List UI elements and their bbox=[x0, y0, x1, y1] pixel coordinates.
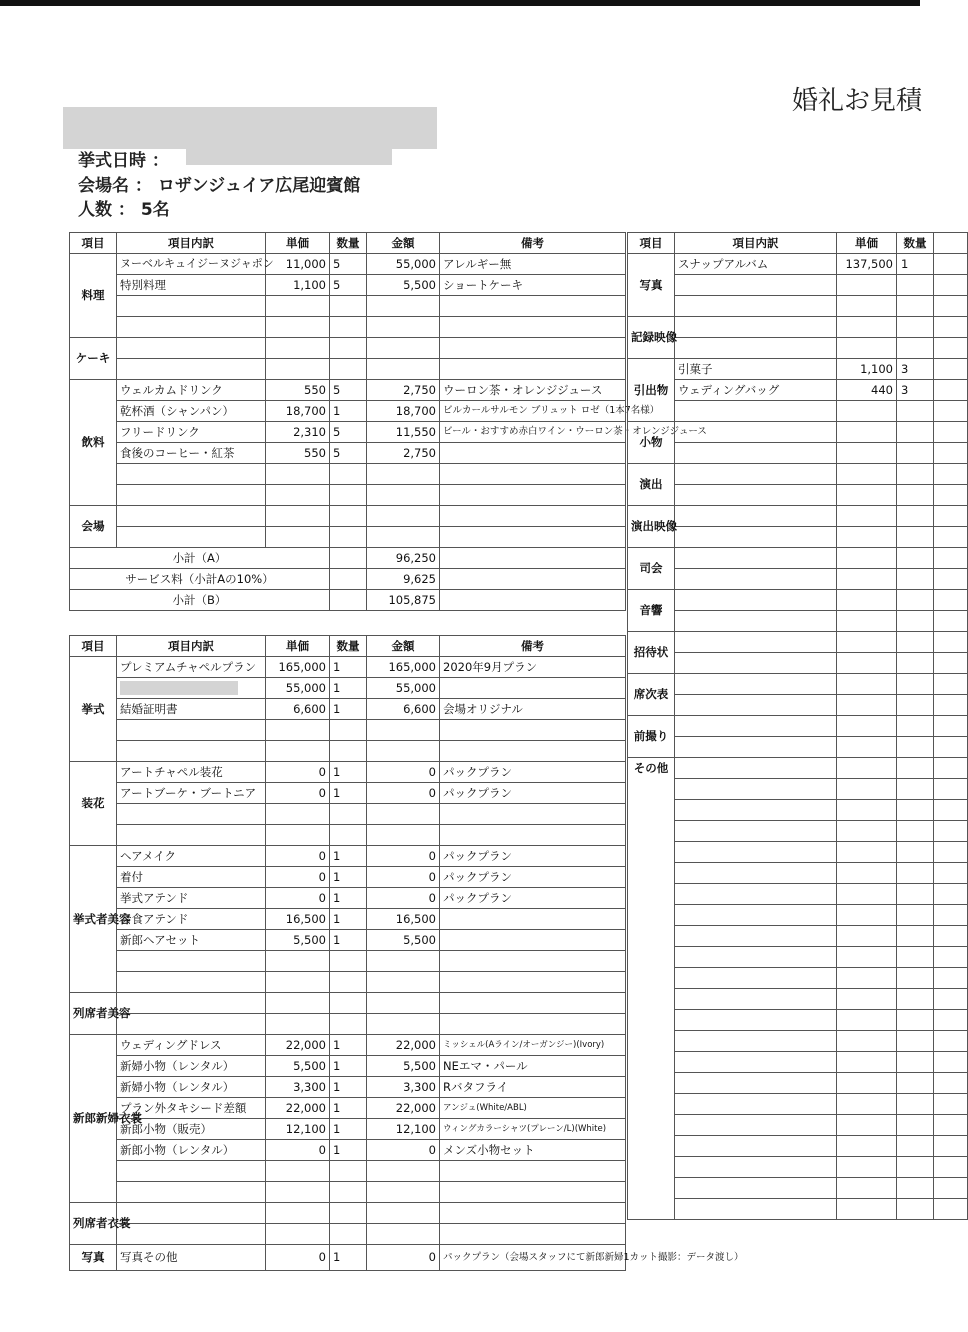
header-detail: 項目内訳 bbox=[117, 636, 266, 657]
cell-price: 18,700 bbox=[266, 401, 330, 422]
cell-note: ビルカールサルモン ブリュット ロゼ（1本7名様） bbox=[440, 401, 626, 422]
table-row-empty bbox=[628, 989, 968, 1010]
cell-price: 6,600 bbox=[266, 699, 330, 720]
cell-note: パックプラン bbox=[440, 762, 626, 783]
cell-detail: 結婚証明書 bbox=[117, 699, 266, 720]
table-row-empty bbox=[628, 842, 968, 863]
window-top-bar bbox=[0, 0, 920, 6]
table-row-empty bbox=[70, 1224, 626, 1245]
cell-note bbox=[440, 678, 626, 699]
cell-amount: 0 bbox=[367, 846, 440, 867]
service-charge-row bbox=[70, 569, 626, 590]
cell-price: 550 bbox=[266, 380, 330, 401]
table-row bbox=[70, 1140, 626, 1161]
cell-price: 0 bbox=[266, 783, 330, 804]
cell-note: ショートケーキ bbox=[440, 275, 626, 296]
cell-price: 11,000 bbox=[266, 254, 330, 275]
cell-price: 440 bbox=[837, 380, 897, 401]
table-row-empty bbox=[70, 296, 626, 317]
cell-price: 550 bbox=[266, 443, 330, 464]
cell-amount: 2,750 bbox=[367, 443, 440, 464]
cell-note: ウーロン茶・オレンジジュース bbox=[440, 380, 626, 401]
cell-amount: 0 bbox=[367, 783, 440, 804]
table-row-empty bbox=[70, 338, 626, 359]
cell-detail: 新婦小物（レンタル） bbox=[117, 1056, 266, 1077]
header-quantity: 数量 bbox=[897, 233, 934, 254]
cell-detail: スナップアルバム bbox=[675, 254, 837, 275]
table-row-empty bbox=[628, 800, 968, 821]
table-row-empty bbox=[628, 506, 968, 527]
table-row-empty bbox=[70, 1161, 626, 1182]
category-cell: 引出物 bbox=[628, 359, 675, 422]
cell-price: 55,000 bbox=[266, 678, 330, 699]
cell-detail: 写真その他 bbox=[117, 1245, 266, 1271]
cell-qty: 1 bbox=[330, 909, 367, 930]
cell-note: アレルギー無 bbox=[440, 254, 626, 275]
cell-detail: 会食アテンド bbox=[117, 909, 266, 930]
table-row-empty bbox=[628, 821, 968, 842]
table-header-row bbox=[70, 636, 626, 657]
header-amount-clipped bbox=[934, 233, 968, 254]
cell-price: 12,100 bbox=[266, 1119, 330, 1140]
cell-detail: 引菓子 bbox=[675, 359, 837, 380]
table-row-empty bbox=[628, 485, 968, 506]
table-row-empty bbox=[628, 1157, 968, 1178]
cell-amount: 11,550 bbox=[367, 422, 440, 443]
cell-qty: 1 bbox=[330, 783, 367, 804]
redacted-item bbox=[120, 681, 238, 695]
table-row-empty bbox=[70, 720, 626, 741]
cell-qty: 1 bbox=[330, 1119, 367, 1140]
cell-qty: 1 bbox=[330, 1140, 367, 1161]
category-cell: 挙式者美容 bbox=[70, 846, 117, 993]
cell-note bbox=[440, 909, 626, 930]
cell-detail: 特別料理 bbox=[117, 275, 266, 296]
header-item: 項目 bbox=[70, 636, 117, 657]
table-row-empty bbox=[70, 993, 626, 1014]
cell-note: ビール・おすすめ赤白ワイン・ウーロン茶・オレンジジュース bbox=[440, 422, 626, 443]
cell-price: 3,300 bbox=[266, 1077, 330, 1098]
cell-qty: 1 bbox=[330, 401, 367, 422]
table-row bbox=[70, 888, 626, 909]
category-cell: 司会 bbox=[628, 548, 675, 590]
cell-amount: 5,500 bbox=[367, 275, 440, 296]
header-amount: 金額 bbox=[367, 636, 440, 657]
cell-price: 22,000 bbox=[266, 1098, 330, 1119]
cell-amount: 22,000 bbox=[367, 1098, 440, 1119]
cell-note: アンジュ(White/ABL) bbox=[440, 1098, 626, 1119]
cell-note: パックプラン（会場スタッフにて新郎新婦1カット撮影：データ渡し） bbox=[440, 1245, 626, 1271]
cell-detail: 新郎小物（レンタル） bbox=[117, 1140, 266, 1161]
table-row-empty bbox=[70, 317, 626, 338]
cell-detail: 着付 bbox=[117, 867, 266, 888]
table-row-empty bbox=[628, 296, 968, 317]
table-row bbox=[628, 359, 968, 380]
table-row-empty bbox=[628, 758, 968, 779]
header-note: 備考 bbox=[440, 233, 626, 254]
cell-amount: 5,500 bbox=[367, 1056, 440, 1077]
cell-qty: 1 bbox=[330, 699, 367, 720]
cell-amount: 0 bbox=[367, 1245, 440, 1271]
cell-detail: ウェディングバッグ bbox=[675, 380, 837, 401]
category-cell: 記録映像 bbox=[628, 317, 675, 359]
cell-qty: 1 bbox=[330, 888, 367, 909]
table-row-empty bbox=[70, 972, 626, 993]
table-row-empty bbox=[628, 338, 968, 359]
table-row-empty bbox=[628, 779, 968, 800]
category-cell: 会場 bbox=[70, 506, 117, 548]
table-row bbox=[70, 783, 626, 804]
cell-qty: 1 bbox=[330, 846, 367, 867]
cell-qty: 5 bbox=[330, 254, 367, 275]
table-row-empty bbox=[628, 716, 968, 737]
table-row-empty bbox=[628, 569, 968, 590]
category-cell: 小物 bbox=[628, 422, 675, 464]
cell-note: ウィングカラーシャツ(プレーン/L)(White) bbox=[440, 1119, 626, 1140]
table-row-empty bbox=[628, 1052, 968, 1073]
cell-amount: 55,000 bbox=[367, 678, 440, 699]
category-cell: ケーキ bbox=[70, 338, 117, 380]
cell-qty: 1 bbox=[330, 1077, 367, 1098]
cell-note: ミッシェル(Aライン/オーガンジー)(Ivory) bbox=[440, 1035, 626, 1056]
cell-price: 137,500 bbox=[837, 254, 897, 275]
header-unit-price: 単価 bbox=[837, 233, 897, 254]
table-row-empty bbox=[628, 443, 968, 464]
table-row-empty bbox=[628, 590, 968, 611]
table-row bbox=[70, 930, 626, 951]
cell-qty: 1 bbox=[330, 867, 367, 888]
cell-price: 0 bbox=[266, 1140, 330, 1161]
cell-price: 0 bbox=[266, 867, 330, 888]
table-row-empty bbox=[628, 737, 968, 758]
table-row-empty bbox=[70, 741, 626, 762]
cell-amount: 18,700 bbox=[367, 401, 440, 422]
table-row bbox=[70, 762, 626, 783]
cell-detail: プラン外タキシード差額 bbox=[117, 1098, 266, 1119]
subtotal-b-label: 小計（B） bbox=[70, 590, 330, 611]
category-cell: 写真 bbox=[70, 1245, 117, 1271]
category-cell: 挙式 bbox=[70, 657, 117, 762]
estimate-table-options bbox=[627, 232, 968, 1220]
cell-note: 2020年9月プラン bbox=[440, 657, 626, 678]
category-cell: 装花 bbox=[70, 762, 117, 846]
cell-amount: 0 bbox=[367, 867, 440, 888]
table-row-empty bbox=[628, 674, 968, 695]
header-quantity: 数量 bbox=[330, 636, 367, 657]
ceremony-date-line: 挙式日時 ： bbox=[78, 151, 169, 171]
cell-amount: 55,000 bbox=[367, 254, 440, 275]
cell-amount: 3,300 bbox=[367, 1077, 440, 1098]
cell-price: 5,500 bbox=[266, 930, 330, 951]
category-cell: その他 bbox=[628, 758, 675, 1220]
cell-note: パックプラン bbox=[440, 888, 626, 909]
cell-detail: 新郎ヘアセット bbox=[117, 930, 266, 951]
venue-line: 会場名 ： ロザンジュイア広尾迎賓館 bbox=[78, 176, 361, 196]
table-row-empty bbox=[70, 1182, 626, 1203]
table-row bbox=[70, 1056, 626, 1077]
header-item: 項目 bbox=[628, 233, 675, 254]
cell-qty: 5 bbox=[330, 422, 367, 443]
table-row-empty bbox=[70, 1014, 626, 1035]
table-row-empty bbox=[628, 317, 968, 338]
table-row-empty bbox=[70, 527, 626, 548]
table-row-empty bbox=[70, 1203, 626, 1224]
cell-price: 1,100 bbox=[266, 275, 330, 296]
table-row bbox=[70, 443, 626, 464]
table-row bbox=[70, 422, 626, 443]
cell-detail: 挙式アテンド bbox=[117, 888, 266, 909]
table-row-empty bbox=[628, 275, 968, 296]
header-amount: 金額 bbox=[367, 233, 440, 254]
cell-qty: 5 bbox=[330, 275, 367, 296]
category-cell: 演出映像 bbox=[628, 506, 675, 548]
header-detail: 項目内訳 bbox=[675, 233, 837, 254]
cell-price: 22,000 bbox=[266, 1035, 330, 1056]
cell-qty: 1 bbox=[330, 1245, 367, 1271]
category-cell: 列席者衣裳 bbox=[70, 1203, 117, 1245]
table-row-empty bbox=[628, 1031, 968, 1052]
cell-price: 5,500 bbox=[266, 1056, 330, 1077]
redacted-block bbox=[63, 107, 437, 149]
table-row-empty bbox=[70, 506, 626, 527]
cell-detail: 新郎小物（販売） bbox=[117, 1119, 266, 1140]
table-row-empty bbox=[628, 401, 968, 422]
table-row-empty bbox=[628, 968, 968, 989]
table-row-empty bbox=[628, 926, 968, 947]
header-note: 備考 bbox=[440, 636, 626, 657]
cell-price: 0 bbox=[266, 1245, 330, 1271]
cell-detail: プレミアムチャペルプラン bbox=[117, 657, 266, 678]
table-row-empty bbox=[70, 485, 626, 506]
cell-amount: 5,500 bbox=[367, 930, 440, 951]
table-header-row bbox=[628, 233, 968, 254]
table-row-empty bbox=[70, 804, 626, 825]
cell-detail: アートチャペル装花 bbox=[117, 762, 266, 783]
table-row bbox=[628, 254, 968, 275]
table-row-empty bbox=[628, 1199, 968, 1220]
category-cell: 写真 bbox=[628, 254, 675, 317]
table-row bbox=[70, 699, 626, 720]
service-charge-label: サービス料（小計Aの10%） bbox=[70, 569, 330, 590]
table-row bbox=[70, 909, 626, 930]
table-row bbox=[70, 1245, 626, 1271]
table-row-empty bbox=[628, 1115, 968, 1136]
category-cell: 音響 bbox=[628, 590, 675, 632]
table-row-empty bbox=[70, 359, 626, 380]
cell-note: Rバタフライ bbox=[440, 1077, 626, 1098]
cell-qty: 5 bbox=[330, 380, 367, 401]
cell-qty: 1 bbox=[330, 678, 367, 699]
header-unit-price: 単価 bbox=[266, 233, 330, 254]
redacted-date bbox=[186, 149, 392, 165]
cell-detail: ウェディングドレス bbox=[117, 1035, 266, 1056]
table-row-empty bbox=[628, 947, 968, 968]
cell-price: 0 bbox=[266, 846, 330, 867]
cell-note: NEエマ・パール bbox=[440, 1056, 626, 1077]
cell-amount: 22,000 bbox=[367, 1035, 440, 1056]
subtotal-a-row bbox=[70, 548, 626, 569]
guests-line: 人数 ： 5名 bbox=[78, 200, 170, 220]
subtotal-a-label: 小計（A） bbox=[70, 548, 330, 569]
category-cell: 招待状 bbox=[628, 632, 675, 674]
category-cell: 列席者美容 bbox=[70, 993, 117, 1035]
cell-qty: 1 bbox=[330, 930, 367, 951]
table-row bbox=[70, 380, 626, 401]
cell-amount: 0 bbox=[367, 888, 440, 909]
header-unit-price: 単価 bbox=[266, 636, 330, 657]
cell-qty: 3 bbox=[897, 359, 934, 380]
category-cell: 演出 bbox=[628, 464, 675, 506]
table-row bbox=[70, 1035, 626, 1056]
cell-detail: 食後のコーヒー・紅茶 bbox=[117, 443, 266, 464]
cell-amount: 6,600 bbox=[367, 699, 440, 720]
table-header-row bbox=[70, 233, 626, 254]
cell-detail: ヌーベルキュイジーヌジャポン bbox=[117, 254, 266, 275]
subtotal-b-row bbox=[70, 590, 626, 611]
category-cell: 新郎新婦衣裳 bbox=[70, 1035, 117, 1203]
cell-detail: 乾杯酒（シャンパン） bbox=[117, 401, 266, 422]
cell-note: 会場オリジナル bbox=[440, 699, 626, 720]
cell-amount: 12,100 bbox=[367, 1119, 440, 1140]
cell-amount: 0 bbox=[367, 1140, 440, 1161]
header-detail: 項目内訳 bbox=[117, 233, 266, 254]
table-row bbox=[70, 1077, 626, 1098]
cell-amount: 0 bbox=[367, 762, 440, 783]
table-row-empty bbox=[628, 527, 968, 548]
cell-detail: 新婦小物（レンタル） bbox=[117, 1077, 266, 1098]
document-title: 婚礼お見積 bbox=[792, 86, 923, 116]
service-charge-value: 9,625 bbox=[367, 569, 440, 590]
table-row-empty bbox=[628, 611, 968, 632]
table-row-empty bbox=[628, 884, 968, 905]
table-row bbox=[70, 678, 626, 699]
category-cell: 席次表 bbox=[628, 674, 675, 716]
table-row bbox=[70, 401, 626, 422]
category-cell: 飲料 bbox=[70, 380, 117, 506]
table-row-empty bbox=[628, 422, 968, 443]
cell-price: 0 bbox=[266, 762, 330, 783]
table-row-empty bbox=[628, 1094, 968, 1115]
cell-note: メンズ小物セット bbox=[440, 1140, 626, 1161]
cell-amount: 16,500 bbox=[367, 909, 440, 930]
table-row-empty bbox=[628, 695, 968, 716]
table-row bbox=[70, 657, 626, 678]
table-row bbox=[70, 275, 626, 296]
table-row bbox=[628, 380, 968, 401]
table-row bbox=[70, 254, 626, 275]
cell-price: 1,100 bbox=[837, 359, 897, 380]
cell-note bbox=[440, 930, 626, 951]
cell-note: パックプラン bbox=[440, 867, 626, 888]
cell-qty: 3 bbox=[897, 380, 934, 401]
table-row-empty bbox=[70, 825, 626, 846]
table-row bbox=[70, 867, 626, 888]
cell-price: 2,310 bbox=[266, 422, 330, 443]
table-row-empty bbox=[70, 951, 626, 972]
header-item: 項目 bbox=[70, 233, 117, 254]
category-cell: 前撮り bbox=[628, 716, 675, 758]
table-row-empty bbox=[628, 1073, 968, 1094]
table-row bbox=[70, 1098, 626, 1119]
header-quantity: 数量 bbox=[330, 233, 367, 254]
cell-qty: 1 bbox=[330, 1098, 367, 1119]
table-row-empty bbox=[628, 1136, 968, 1157]
table-row-empty bbox=[628, 863, 968, 884]
cell-qty: 1 bbox=[330, 1056, 367, 1077]
subtotal-a-value: 96,250 bbox=[367, 548, 440, 569]
table-row-empty bbox=[628, 464, 968, 485]
cell-qty: 1 bbox=[330, 657, 367, 678]
cell-price: 165,000 bbox=[266, 657, 330, 678]
table-row-empty bbox=[628, 1010, 968, 1031]
category-cell: 料理 bbox=[70, 254, 117, 338]
table-row-empty bbox=[628, 653, 968, 674]
table-row bbox=[70, 1119, 626, 1140]
cell-detail-redacted bbox=[117, 678, 266, 699]
cell-price: 0 bbox=[266, 888, 330, 909]
table-row-empty bbox=[628, 632, 968, 653]
table-row-empty bbox=[628, 905, 968, 926]
right-table-viewport bbox=[626, 232, 927, 1232]
cell-price: 16,500 bbox=[266, 909, 330, 930]
cell-note: パックプラン bbox=[440, 783, 626, 804]
table-row-empty bbox=[628, 1178, 968, 1199]
cell-note: パックプラン bbox=[440, 846, 626, 867]
cell-detail: アートブーケ・ブートニア bbox=[117, 783, 266, 804]
subtotal-b-value: 105,875 bbox=[367, 590, 440, 611]
cell-detail: ヘアメイク bbox=[117, 846, 266, 867]
cell-detail: ウェルカムドリンク bbox=[117, 380, 266, 401]
cell-qty: 1 bbox=[330, 1035, 367, 1056]
cell-amount: 165,000 bbox=[367, 657, 440, 678]
table-row-empty bbox=[628, 548, 968, 569]
cell-note bbox=[440, 443, 626, 464]
cell-detail: フリードリンク bbox=[117, 422, 266, 443]
cell-amount: 2,750 bbox=[367, 380, 440, 401]
cell-qty: 5 bbox=[330, 443, 367, 464]
table-row bbox=[70, 846, 626, 867]
cell-qty: 1 bbox=[330, 762, 367, 783]
cell-qty: 1 bbox=[897, 254, 934, 275]
table-row-empty bbox=[70, 464, 626, 485]
